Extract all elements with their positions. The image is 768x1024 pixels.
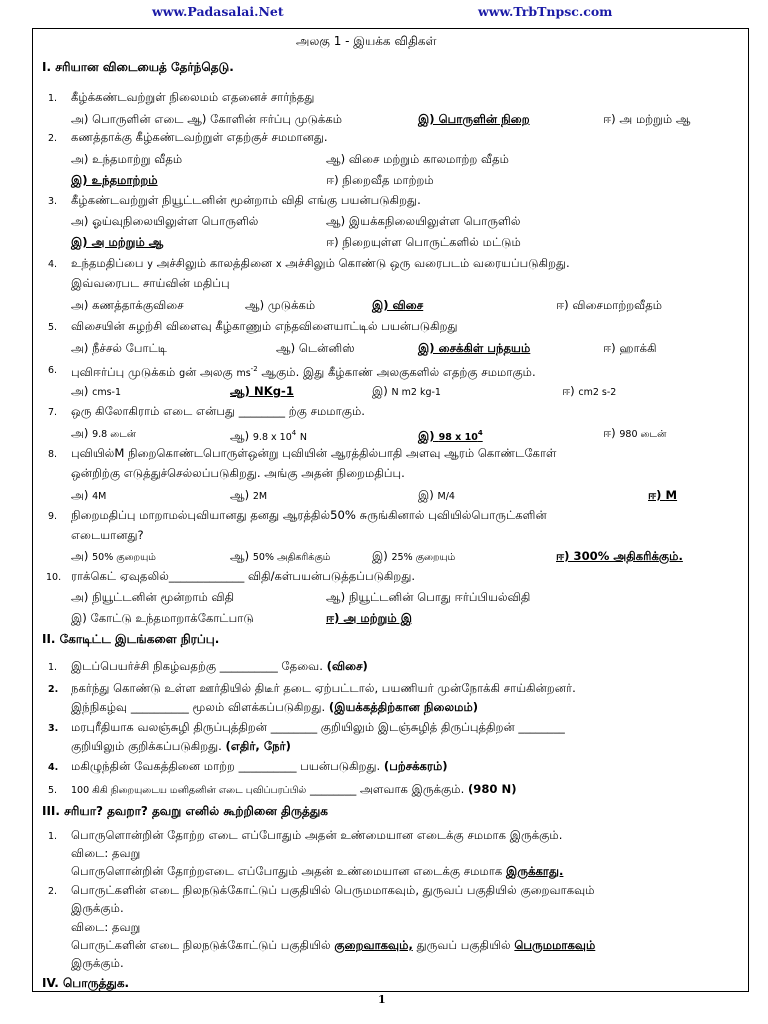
q6-option-d-label: ஈ) xyxy=(562,384,575,398)
statement-2-line-end: இருக்கும். xyxy=(71,956,124,970)
q3-option-a: அ) ஓய்வுநிலையிலுள்ள பொருளில் xyxy=(71,214,259,228)
q4-text-c: அச்சிலும் கொண்டு ஒரு வரைபடம் வரையப்படுகிறது. xyxy=(285,256,570,270)
section-1-heading: I. சரியான விடையைத் தேர்ந்தெடு. xyxy=(42,60,234,74)
q8-option-b-label: ஆ) xyxy=(230,488,250,502)
q7-option-b-unit: N xyxy=(299,431,307,443)
q7-option-d-value: 980 டைன் xyxy=(619,429,667,440)
q4-x-symbol: x xyxy=(275,259,282,270)
q7-option-b-exponent: 4 xyxy=(291,429,297,437)
statement-2-line-2: இருக்கும். xyxy=(71,901,124,915)
q3-text: கீழ்கண்டவற்றுள் நியூட்டனின் மூன்றாம் விதி எங்கு பயன்படுகிறது. xyxy=(71,193,421,207)
q8-option-a-label: அ) xyxy=(71,488,89,502)
q8-option-c-value: M/4 xyxy=(437,491,455,502)
q3-option-c-answer: இ) அ மற்றும் ஆ xyxy=(71,235,164,249)
q9-text: நிறைமதிப்பு மாறாமல்புவியானது தனது ஆரத்தில்50% சுருங்கினால் புவியில்பொருட்களின் xyxy=(71,508,547,522)
q5-option-b: ஆ) டென்னிஸ் xyxy=(276,341,355,355)
q8-option-c xyxy=(418,488,455,504)
fill-5-answer: (980 N) xyxy=(467,782,517,796)
fill-4-answer: (பற்சக்கரம்) xyxy=(383,759,448,773)
q1-text: கீழ்க்கண்டவற்றுள் நிலைமம் எதனைச் சார்ந்தது xyxy=(71,90,315,104)
statement-1-answer-label: விடை: தவறு xyxy=(71,846,141,860)
header-site-left[interactable]: www.Padasalai.Net xyxy=(152,4,284,19)
q9-option-a xyxy=(71,549,156,565)
q6-unit-exponent: -2 xyxy=(250,365,258,373)
q6-option-b-answer xyxy=(230,384,294,398)
q6-option-a-value: cms-1 xyxy=(92,387,122,398)
fill-1-answer: (விசை) xyxy=(326,659,368,673)
q4-text-a: உந்தமதிப்பை xyxy=(71,256,144,270)
q5-option-a: அ) நீச்சல் போட்டி xyxy=(71,341,168,355)
q2-option-c-answer: இ) உந்தமாற்றம் xyxy=(71,173,158,187)
q9-option-c-value: 25% குறையும் xyxy=(391,552,456,563)
section-4-heading: IV. பொருத்துக. xyxy=(42,976,130,990)
q8-option-d-label: ஈ) xyxy=(648,488,662,502)
statement-2-corrected xyxy=(71,938,595,952)
q7-option-b-label: ஆ) xyxy=(230,428,250,443)
q6-option-a-label: அ) xyxy=(71,384,89,398)
q2-option-a: அ) உந்தமாற்று வீதம் xyxy=(71,152,183,166)
q5-option-d: ஈ) ஹாக்கி xyxy=(603,341,657,355)
q7-option-b xyxy=(230,426,307,445)
q10-option-a: அ) நியூட்டனின் மூன்றாம் விதி xyxy=(71,590,235,604)
q1-number: 1. xyxy=(48,93,58,104)
q6-text-a: புவிஈர்ப்பு முடுக்கம் xyxy=(71,364,176,379)
q4-option-a: அ) கணத்தாக்குவிசை xyxy=(71,298,184,312)
q6-option-a xyxy=(71,384,121,400)
q4-option-c-answer: இ) விசை xyxy=(372,298,424,312)
q3-option-b: ஆ) இயக்கநிலையிலுள்ள பொருளில் xyxy=(326,214,521,228)
q6-text-b: ன் அலகு xyxy=(185,364,233,379)
q9-option-d-answer: ஈ) 300% அதிகரிக்கும். xyxy=(556,549,683,563)
q6-option-b-label: ஆ) xyxy=(230,384,250,398)
q9-option-c xyxy=(372,549,455,565)
q9-line-2: எடையானது? xyxy=(71,528,144,542)
q8-option-d-answer xyxy=(648,488,677,502)
section-3-heading: III. சரியா? தவறா? தவறு எனில் கூற்றினை திருத்துக xyxy=(42,804,328,818)
statement-1-corrected-a: பொருளொன்றின் தோற்றஎடை எப்போதும் அதன் உண்மையான எடைக்கு சமமாக xyxy=(71,864,503,878)
q7-option-b-value: 9.8 x 10 xyxy=(252,431,292,443)
q9-option-c-label: இ) xyxy=(372,549,388,563)
fill-4-question: மகிழுந்தின் வேகத்தினை மாற்ற __________ பயன்படுகிறது. xyxy=(71,759,381,773)
q10-option-b: ஆ) நியூட்டனின் பொது ஈர்ப்பியல்விதி xyxy=(326,590,531,604)
q8-text: புவியில்M நிறைகொண்டபொருள்ஒன்று புவியின் ஆரத்தில்பாதி அளவு ஆரம் கொண்டகோள் xyxy=(71,446,557,460)
q2-number: 2. xyxy=(48,133,58,144)
fill-2-answer: (இயக்கத்திற்கான நிலைமம்) xyxy=(328,700,479,714)
fill-5-number: 5. xyxy=(48,785,58,796)
section-2-heading: II. கோடிட்ட இடங்களை நிரப்பு. xyxy=(42,632,220,646)
q4-text xyxy=(71,256,570,272)
q6-option-d xyxy=(562,384,616,400)
q9-option-b-label: ஆ) xyxy=(230,549,250,563)
fill-3-number: 3. xyxy=(48,723,59,734)
q4-y-symbol: y xyxy=(147,259,153,270)
q9-option-a-value: 50% குறையும் xyxy=(92,552,156,563)
fill-2-question-2: இந்நிகழ்வு __________ மூலம் விளக்கப்படுகிறது. xyxy=(71,700,326,714)
q4-option-d: ஈ) விசைமாற்றவீதம் xyxy=(556,298,663,312)
q7-option-c-exponent: 4 xyxy=(477,429,483,437)
q9-number: 9. xyxy=(48,511,58,522)
q9-option-a-label: அ) xyxy=(71,549,89,563)
q9-option-b xyxy=(230,549,330,565)
fill-4-text xyxy=(71,759,448,773)
q6-option-c-value: N m2 kg-1 xyxy=(391,387,441,398)
q3-option-d: ஈ) நிறையுள்ள பொருட்களில் மட்டும் xyxy=(326,235,521,249)
q6-unit: ms xyxy=(236,367,251,379)
q4-line-2: இவ்வரைபட சாய்வின் மதிப்பு xyxy=(71,276,230,290)
q7-number: 7. xyxy=(48,407,58,418)
fill-3-text: மரபுரீதியாக வலஞ்சுழி திருப்புத்திறன் ________ குறியிலும் இடஞ்சுழித் திருப்புத்திறன் ________ xyxy=(71,720,565,734)
q6-g-symbol: g xyxy=(179,367,186,379)
q10-number: 10. xyxy=(46,572,62,583)
fill-5-text xyxy=(71,782,517,798)
fill-4-number: 4. xyxy=(48,762,59,773)
q8-option-a xyxy=(71,488,106,504)
q6-option-d-value: cm2 s-2 xyxy=(578,387,617,398)
statement-2-corrected-a: பொருட்களின் எடை நிலநடுக்கோட்டுப் பகுதியில் xyxy=(71,938,331,952)
statement-1-text: பொருளொன்றின் தோற்ற எடை எப்போதும் அதன் உண்மையான எடைக்கு சமமாக இருக்கும். xyxy=(71,828,563,842)
statement-2-corrected-b: குறைவாகவும், xyxy=(334,938,413,952)
q8-option-a-value: 4M xyxy=(92,491,107,502)
fill-5-question-b: ________ அளவாக இருக்கும். xyxy=(309,782,465,796)
q10-option-d-answer: ஈ) அ மற்றும் இ xyxy=(326,611,412,625)
q1-option-d: ஈ) அ மற்றும் ஆ xyxy=(603,112,691,126)
q4-text-b: அச்சிலும் காலத்தினை xyxy=(156,256,273,270)
fill-2-line-2 xyxy=(71,700,478,714)
q1-option-a-b: அ) பொருளின் எடை ஆ) கோளின் ஈர்ப்பு முடுக்கம் xyxy=(71,112,343,126)
q8-option-d-value: M xyxy=(665,488,678,502)
q10-option-c: இ) கோட்டு உந்தமாறாக்கோட்பாடு xyxy=(71,611,254,625)
q7-option-a-value: 9.8 டைன் xyxy=(92,429,137,440)
q8-option-b xyxy=(230,488,267,504)
q2-option-b: ஆ) விசை மற்றும் காலமாற்ற வீதம் xyxy=(326,152,509,166)
q10-text: ராக்கெட் ஏவுதலில்_____________ விதி/கள்பயன்படுத்தப்படுகிறது. xyxy=(71,569,416,583)
page-title: அலகு 1 - இயக்க விதிகள் xyxy=(296,34,437,48)
q4-option-b: ஆ) முடுக்கம் xyxy=(245,298,316,312)
q6-option-c xyxy=(372,384,441,400)
q7-text: ஒரு கிலோகிராம் எடை என்பது ________ ற்கு சமமாகும். xyxy=(71,404,365,418)
q1-option-c-answer: இ) பொருளின் நிறை xyxy=(418,112,530,126)
statement-2-corrected-d: பெருமமாகவும் xyxy=(514,938,596,952)
q4-number: 4. xyxy=(48,259,58,270)
page-number: 1 xyxy=(378,993,386,1006)
q6-option-c-label: இ) xyxy=(372,384,388,398)
q7-option-a xyxy=(71,426,136,442)
fill-3-question-2: குறியிலும் குறிக்கப்படுகிறது. xyxy=(71,739,222,753)
header-site-right[interactable]: www.TrbTnpsc.com xyxy=(478,4,613,19)
fill-3-answer: (எதிர், நேர்) xyxy=(225,739,291,753)
q7-option-c-label: இ) xyxy=(418,428,435,443)
q8-option-c-label: இ) xyxy=(418,488,434,502)
fill-1-question: இடப்பெயர்ச்சி நிகழ்வதற்கு __________ தேவை. xyxy=(71,659,323,673)
fill-1-number: 1. xyxy=(48,662,58,673)
q5-text: விசையின் சுழற்சி விளைவு கீழ்காணும் எந்தவிளையாட்டில் பயன்படுகிறது xyxy=(71,319,458,333)
fill-1-text xyxy=(71,659,368,673)
q5-number: 5. xyxy=(48,322,58,333)
q6-option-b-value: NKg-1 xyxy=(254,384,294,398)
q3-number: 3. xyxy=(48,196,58,207)
fill-5-question-a: 100 கிகி நிறையுடைய மனிதனின் எடை புவிப்பரப்பில் xyxy=(71,785,307,796)
statement-1-number: 1. xyxy=(48,831,58,842)
q9-option-b-value: 50% அதிகரிக்கும் xyxy=(252,552,331,563)
q8-line-2: ஒன்றிற்கு எடுத்துச்செல்லப்படுகிறது. அங்கு அதன் நிறைமதிப்பு. xyxy=(71,466,405,480)
q6-number: 6. xyxy=(48,365,58,376)
q7-option-c-answer xyxy=(418,426,483,445)
fill-2-number: 2. xyxy=(48,684,59,695)
q6-text-c: ஆகும். இது கீழ்காண் அலகுகளில் எதற்கு சமமாகும். xyxy=(261,364,536,379)
q8-number: 8. xyxy=(48,449,58,460)
q2-option-d: ஈ) நிறைவீத மாற்றம் xyxy=(326,173,434,187)
statement-2-number: 2. xyxy=(48,886,58,897)
statement-2-answer-label: விடை: தவறு xyxy=(71,920,141,934)
q7-option-d-label: ஈ) xyxy=(603,426,616,440)
statement-2-corrected-c: துருவப் பகுதியில் xyxy=(416,938,511,952)
q2-text: கணத்தாக்கு கீழ்கண்டவற்றுள் எதற்குச் சமமானது. xyxy=(71,130,328,144)
q7-option-d xyxy=(603,426,666,442)
statement-1-corrected xyxy=(71,864,563,878)
statement-1-corrected-b: இருக்காது. xyxy=(506,864,564,878)
q7-option-a-label: அ) xyxy=(71,426,89,440)
q7-option-c-value: 98 x 10 xyxy=(438,431,478,443)
statement-2-text: பொருட்களின் எடை நிலநடுக்கோட்டுப் பகுதியில் பெருமமாகவும், துருவப் பகுதியில் குறைவாகவும் xyxy=(71,883,595,897)
fill-2-text: நகர்ந்து கொண்டு உள்ள ஊர்தியில் திடீர் தடை ஏற்பட்டால், பயணியர் முன்நோக்கி சாய்கின்றனர். xyxy=(71,681,576,695)
fill-3-line-2 xyxy=(71,739,291,753)
q8-option-b-value: 2M xyxy=(252,491,268,502)
q5-option-c-answer: இ) சைக்கிள் பந்தயம் xyxy=(418,341,531,355)
q6-text xyxy=(71,362,536,381)
